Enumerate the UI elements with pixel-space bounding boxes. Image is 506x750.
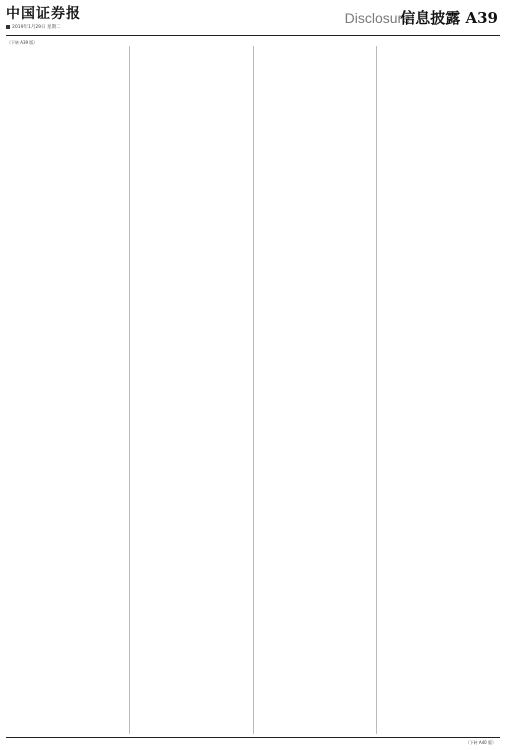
table-column-3 <box>254 46 378 734</box>
table-column-4 <box>377 46 500 734</box>
continuation-note-bottom: （下转 A40 版） <box>465 740 496 745</box>
issue-date-line <box>6 24 60 30</box>
square-bullet-icon <box>6 25 10 29</box>
section-name-english: Disclosure <box>344 10 410 26</box>
table-column-1 <box>6 46 130 734</box>
disclosure-table-columns <box>6 46 500 734</box>
newspaper-name: 中国证券报 <box>6 6 81 22</box>
continuation-note-top: （下转 A39 版） <box>7 40 38 45</box>
section-name-chinese: 信息披露 A39 <box>400 9 498 27</box>
footer-rule <box>6 737 500 738</box>
header-rule <box>6 35 500 36</box>
issue-date: 2019年1月29日 星期二 <box>12 25 61 30</box>
masthead <box>0 0 506 34</box>
table-column-2 <box>130 46 254 734</box>
